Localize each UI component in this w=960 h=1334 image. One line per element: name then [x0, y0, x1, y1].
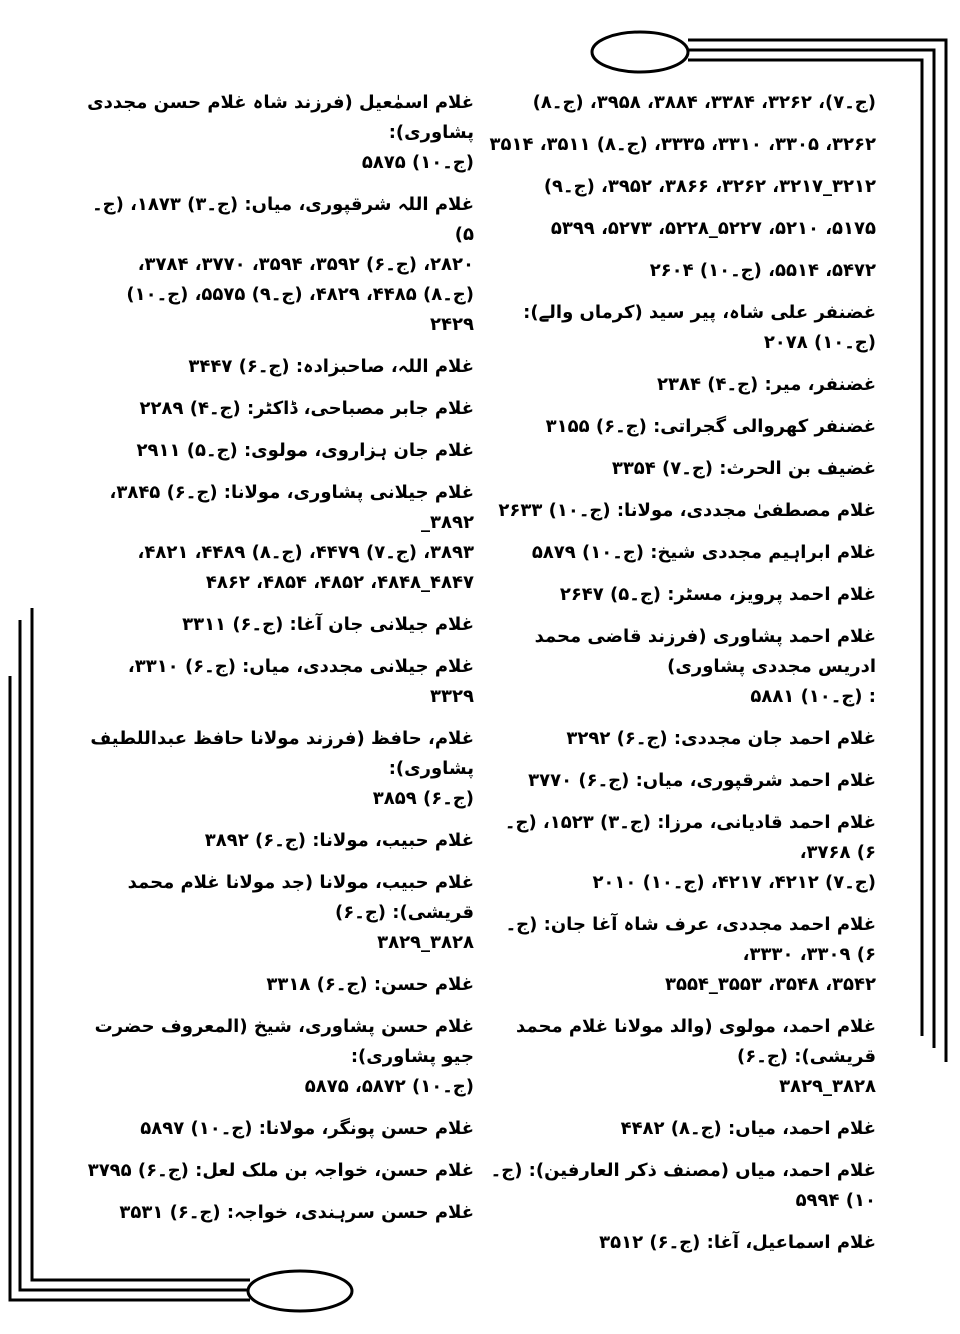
index-entry: [86, 190, 474, 340]
index-entry-line: غلام اللہ شرقپوری، میاں: (ج۔۳) ۱۸۷۳، (ج۔۵): [92, 194, 474, 245]
index-column-left: [86, 88, 474, 1240]
index-entry-line: غلام احمد، میاں (مصنف ذکر العارفین): (ج۔۱۰) ۵۹۹۴: [490, 1160, 876, 1211]
index-entry-line: ۳۸۹۳، (ج۔۷) ۴۴۷۹، (ج۔۸) ۴۴۸۹، ۴۸۲۱،: [137, 542, 474, 563]
index-entry: [488, 172, 876, 202]
bottom-oval: [248, 1271, 352, 1311]
index-entry: [86, 826, 474, 856]
index-entry: [488, 808, 876, 898]
index-entry-line: (ج۔۱۰) ۵۸۷۵: [361, 152, 474, 173]
index-entry: [86, 970, 474, 1000]
index-entry-line: غلام حسن پونگر، مولانا: (ج۔۱۰) ۵۸۹۷: [140, 1118, 474, 1139]
index-entry-line: غلام احمد قادیانی، مرزا: (ج۔۳) ۱۵۲۳، (ج۔۶) ۳۷۶۸،: [504, 812, 876, 863]
index-entry: [86, 1156, 474, 1186]
index-entry-line: (ج۔۱۰) ۵۸۷۲، ۵۸۷۵: [304, 1076, 474, 1097]
index-entry-line: ۲۴۲۹: [430, 314, 474, 335]
index-entry: [488, 454, 876, 484]
index-entry-line: غلام جیلانی مجددی، میاں: (ج۔۶) ۳۳۱۰، ۳۳۲۹: [127, 656, 474, 707]
index-entry: [86, 478, 474, 598]
index-entry-line: غضنفر علی شاہ، پیر سید (کرماں والے): (ج۔۱۰) ۲۰۷۸: [523, 302, 876, 353]
index-entry-line: غلام احمد جان مجددی: (ج۔۶) ۳۲۹۲: [566, 728, 876, 749]
index-entry: [488, 214, 876, 244]
index-entry: [488, 1114, 876, 1144]
top-oval: [592, 32, 688, 72]
index-entry: [488, 412, 876, 442]
index-entry-line: غلام اسماعیل، آغا: (ج۔۶) ۳۵۱۲: [599, 1232, 876, 1253]
index-entry-line: ۳۲۱۲_۳۲۱۷، ۳۲۶۲، ۳۸۶۶، ۳۹۵۲، (ج۔۹): [543, 176, 876, 197]
index-entry-line: غلام جیلانی پشاوری، مولانا: (ج۔۶) ۳۸۴۵، ۳۸۹۲_: [109, 482, 474, 533]
index-entry-line: ۵۴۷۲، ۵۵۱۴، (ج۔۱۰) ۲۶۰۴: [649, 260, 876, 281]
index-entry: [488, 1012, 876, 1102]
index-entry-line: ۵۱۷۵، ۵۲۱۰، ۵۲۲۷_۵۲۲۸، ۵۲۷۳، ۵۳۹۹: [550, 218, 876, 239]
index-entry-line: غلام ابراہیم مجددی شیخ: (ج۔۱۰) ۵۸۷۹: [531, 542, 876, 563]
index-entry-line: غلام، حافظ (فرزند مولانا حافظ عبداللطیف پشاوری):: [90, 728, 474, 779]
index-entry-line: غلام جابر مصباحی، ڈاکٹر: (ج۔۴) ۲۲۸۹: [139, 398, 474, 419]
index-entry-line: غلام حبیب، مولانا: (ج۔۶) ۳۸۹۲: [204, 830, 474, 851]
index-entry: [488, 910, 876, 1000]
index-entry-line: ۳۸۲۸_۳۸۲۹: [779, 1076, 876, 1097]
index-entry-line: : (ج۔۱۰) ۵۸۸۱: [750, 686, 876, 707]
index-entry: [488, 88, 876, 118]
index-column-right: [488, 88, 876, 1270]
index-entry-line: غضیف بن الحرث: (ج۔۷) ۳۳۵۴: [611, 458, 876, 479]
index-entry-line: غلام اللہ، صاحبزادہ: (ج۔۶) ۳۴۴۷: [188, 356, 474, 377]
index-entry-line: (ج۔۸) ۴۴۸۵، ۴۸۲۹، (ج۔۹) ۵۵۷۵، (ج۔۱۰): [126, 284, 474, 305]
index-entry: [488, 1156, 876, 1216]
index-entry: [488, 256, 876, 286]
index-entry: [488, 130, 876, 160]
index-entry-line: غضنفر، میر: (ج۔۴) ۲۳۸۴: [657, 374, 876, 395]
index-entry-line: غلام احمد مجددی، عرف شاہ آغا جان: (ج۔۶) ۳۳۰۹، ۳۳۳۰،: [505, 914, 876, 965]
index-entry-line: ۴۸۴۷_۴۸۴۸، ۴۸۵۲، ۴۸۵۴، ۴۸۶۲: [205, 572, 474, 593]
index-entry: [86, 88, 474, 178]
index-entry-line: غلام احمد، میاں: (ج۔۸) ۴۴۸۲: [620, 1118, 876, 1139]
index-entry-line: غلام جان ہزاروی، مولوی: (ج۔۵) ۲۹۱۱: [136, 440, 474, 461]
index-entry-line: غلام اسمٰعیل (فرزند شاہ غلام حسن مجددی پشاوری):: [87, 92, 474, 143]
index-entry: [488, 496, 876, 526]
index-entry-line: غلام حسن سرہندی، خواجہ: (ج۔۶) ۳۵۳۱: [119, 1202, 474, 1223]
index-entry-line: غلام حسن، خواجہ بن ملک لعل: (ج۔۶) ۳۷۹۵: [87, 1160, 474, 1181]
index-entry: [488, 724, 876, 754]
index-entry-line: غلام جیلانی جان آغا: (ج۔۶) ۳۳۱۱: [182, 614, 474, 635]
index-entry-line: ۳۸۲۸_۳۸۲۹: [377, 932, 474, 953]
index-entry-line: (ج۔۷)، ۳۲۶۲، ۳۳۸۴، ۳۸۸۴، ۳۹۵۸، (ج۔۸): [532, 92, 876, 113]
index-entry-line: غلام احمد، مولوی (والد مولانا غلام محمد قریشی): (ج۔۶): [516, 1016, 876, 1067]
index-entry: [488, 370, 876, 400]
index-entry-line: غلام احمد شرقپوری، میاں: (ج۔۶) ۳۷۷۰: [528, 770, 876, 791]
index-entry: [86, 1012, 474, 1102]
index-entry-line: ۳۲۶۲، ۳۳۰۵، ۳۳۱۰، ۳۳۳۵، (ج۔۸) ۳۵۱۱، ۳۵۱۴: [489, 134, 876, 155]
index-entry: [86, 352, 474, 382]
index-entry: [488, 622, 876, 712]
index-entry: [488, 580, 876, 610]
index-entry-line: غلام احمد پرویز، مسٹر: (ج۔۵) ۲۶۴۷: [559, 584, 876, 605]
index-entry: [86, 652, 474, 712]
index-entry-line: غلام حسن پشاوری، شیخ (المعروف حضرت جیو پشاوری):: [94, 1016, 474, 1067]
index-entry-line: غلام حبیب، مولانا (جد مولانا غلام محمد قریشی): (ج۔۶): [127, 872, 474, 923]
index-entry-line: غلام احمد پشاوری (فرزند قاضی محمد ادریس مجددی پشاوری): [534, 626, 876, 677]
index-entry: [86, 1198, 474, 1228]
index-entry: [86, 724, 474, 814]
index-entry-line: ۳۵۴۲، ۳۵۴۸، ۳۵۵۳_۳۵۵۴: [664, 974, 876, 995]
index-entry-line: (ج۔۶) ۳۸۵۹: [372, 788, 474, 809]
index-entry: [86, 394, 474, 424]
index-entry: [86, 436, 474, 466]
index-entry-line: غضنفر کھروالی گجراتی: (ج۔۶) ۳۱۵۵: [545, 416, 876, 437]
index-entry-line: ۲۸۲۰، (ج۔۶) ۳۵۹۲، ۳۵۹۴، ۳۷۷۰، ۳۷۸۴،: [137, 254, 474, 275]
index-entry-line: (ج۔۷) ۴۲۱۲، ۴۲۱۷، (ج۔۱۰) ۲۰۱۰: [592, 872, 876, 893]
index-entry: [86, 1114, 474, 1144]
index-entry-line: غلام مصطفیٰ مجددی، مولانا: (ج۔۱۰) ۲۶۳۳: [498, 500, 876, 521]
index-entry: [488, 298, 876, 358]
index-entry: [86, 868, 474, 958]
index-entry: [86, 610, 474, 640]
index-entry: [488, 766, 876, 796]
index-entry-line: غلام حسن: (ج۔۶) ۳۳۱۸: [266, 974, 474, 995]
index-entry: [488, 538, 876, 568]
index-entry: [488, 1228, 876, 1258]
